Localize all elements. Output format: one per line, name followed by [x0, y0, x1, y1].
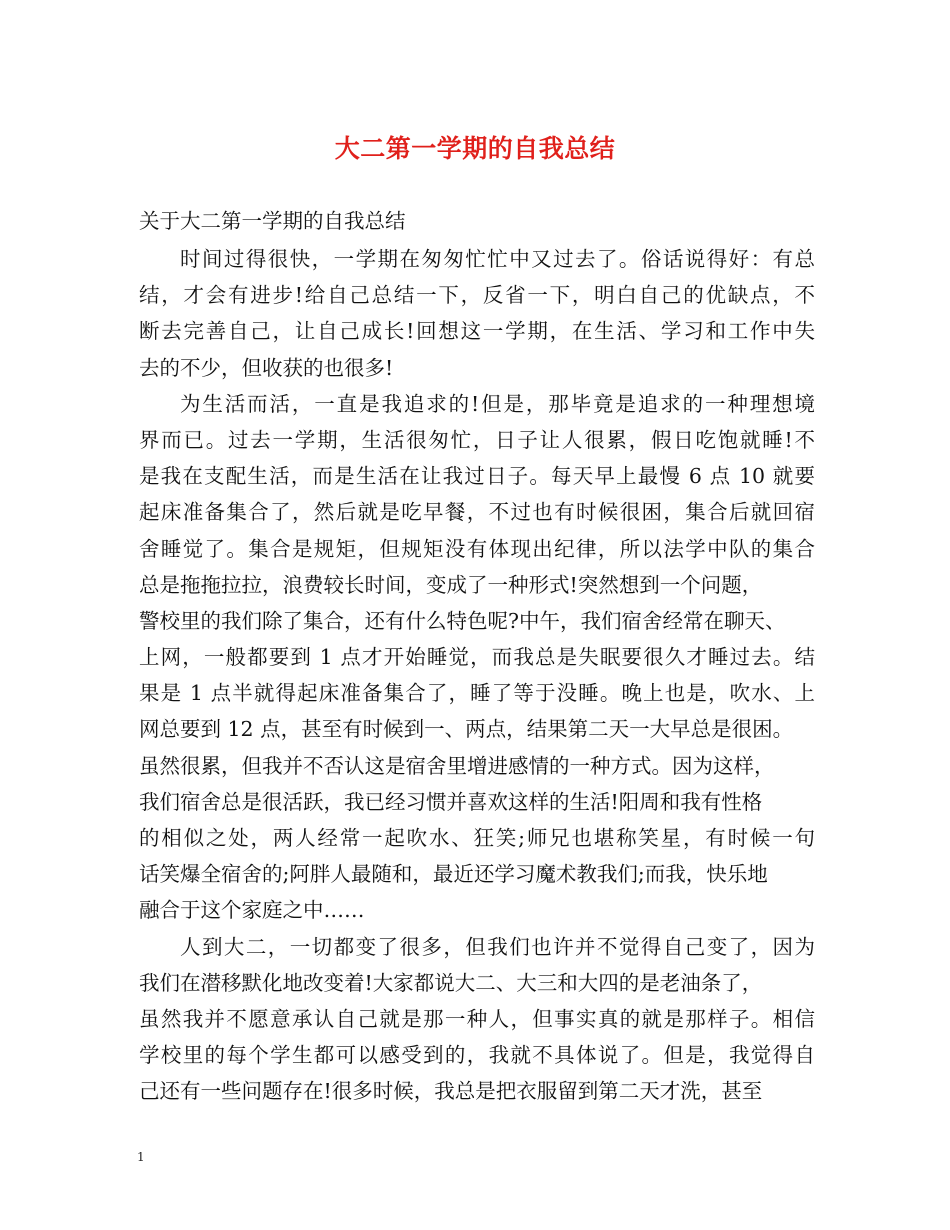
text-line: 果是 1 点半就得起床准备集合了，睡了等于没睡。晚上也是，吹水、上 [139, 681, 815, 706]
text-line: 人到大二，一切都变了很多，但我们也许并不觉得自己变了，因为 [180, 934, 815, 959]
text-line: 网总要到 12 点，甚至有时候到一、两点，结果第二天一大早总是很困。 [139, 717, 794, 742]
text-line: 断去完善自己，让自己成长!回想这一学期，在生活、学习和工作中失 [139, 319, 815, 344]
paragraph [139, 386, 815, 929]
text-line: 的相似之处，两人经常一起吹水、狂笑;师兄也堪称笑星，有时候一句 [139, 826, 815, 850]
document-body [139, 203, 815, 1110]
text-line: 我们宿舍总是很活跃，我已经习惯并喜欢这样的生活!阳周和我有性格 [139, 789, 763, 814]
text-line: 虽然我并不愿意承认自己就是那一种人，但事实真的就是那样子。相信 [139, 1006, 815, 1031]
text-line: 己还有一些问题存在!很多时候，我总是把衣服留到第二天才洗，甚至 [139, 1079, 763, 1104]
text-line: 为生活而活，一直是我追求的!但是，那毕竟是追求的一种理想境 [180, 391, 815, 416]
text-line: 虽然很累，但我并不否认这是宿舍里增进感情的一种方式。因为这样， [139, 753, 775, 778]
document-subtitle: 关于大二第一学期的自我总结 [139, 209, 406, 233]
text-line: 去的不少，但收获的也很多! [139, 355, 394, 380]
text-line: 时间过得很快，一学期在匆匆忙忙中又过去了。俗话说得好：有总 [180, 247, 815, 271]
page-number: 1 [137, 1150, 145, 1164]
text-line: 上网，一般都要到 1 点才开始睡觉，而我总是失眠要很久才睡过去。结 [139, 645, 815, 670]
paragraph [139, 241, 815, 386]
text-line: 总是拖拖拉拉，浪费较长时间，变成了一种形式!突然想到一个问题， [139, 572, 763, 597]
text-line: 是我在支配生活，而是生活在让我过日子。每天早上最慢 6 点 10 就要 [139, 464, 815, 489]
paragraph [139, 929, 815, 1110]
text-line: 起床准备集合了，然后就是吃早餐，不过也有时候很困，集合后就回宿 [139, 500, 815, 525]
text-line: 警校里的我们除了集合，还有什么特色呢?中午，我们宿舍经常在聊天、 [139, 608, 786, 633]
text-line: 融合于这个家庭之中…… [139, 898, 365, 923]
text-line: 我们在潜移默化地改变着!大家都说大二、大三和大四的是老油条了， [139, 970, 763, 995]
text-line: 舍睡觉了。集合是规矩，但规矩没有体现出纪律，所以法学中队的集合 [139, 536, 815, 561]
text-line: 话笑爆全宿舍的;阿胖人最随和，最近还学习魔术教我们;而我，快乐地 [139, 862, 768, 887]
text-line: 学校里的每个学生都可以感受到的，我就不具体说了。但是，我觉得自 [139, 1043, 815, 1068]
text-line: 结，才会有进步!给自己总结一下，反省一下，明白自己的优缺点，不 [139, 283, 815, 308]
text-line: 界而已。过去一学期，生活很匆忙，日子让人很累，假日吃饱就睡!不 [139, 427, 815, 452]
document-title: 大二第一学期的自我总结 [334, 134, 616, 163]
